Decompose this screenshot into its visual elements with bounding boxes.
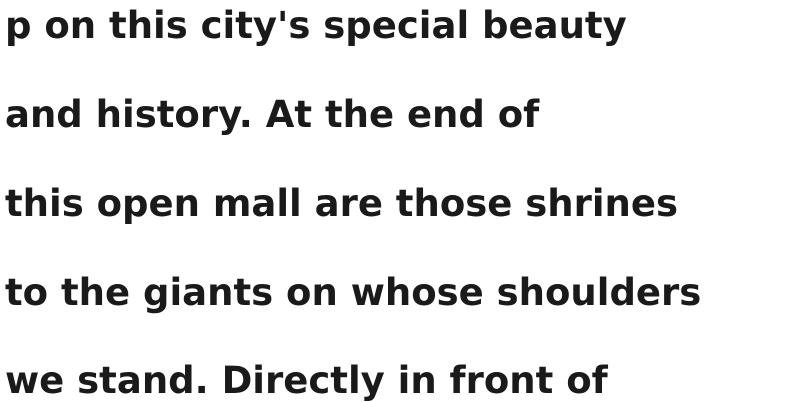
text-line: p on this city's special beauty <box>5 4 627 47</box>
text-line: to the giants on whose shoulders <box>5 271 702 314</box>
text-line: and history. At the end of <box>5 93 540 136</box>
text-line: this open mall are those shrines <box>5 182 678 225</box>
text-line: we stand. Directly in front of <box>5 359 608 402</box>
